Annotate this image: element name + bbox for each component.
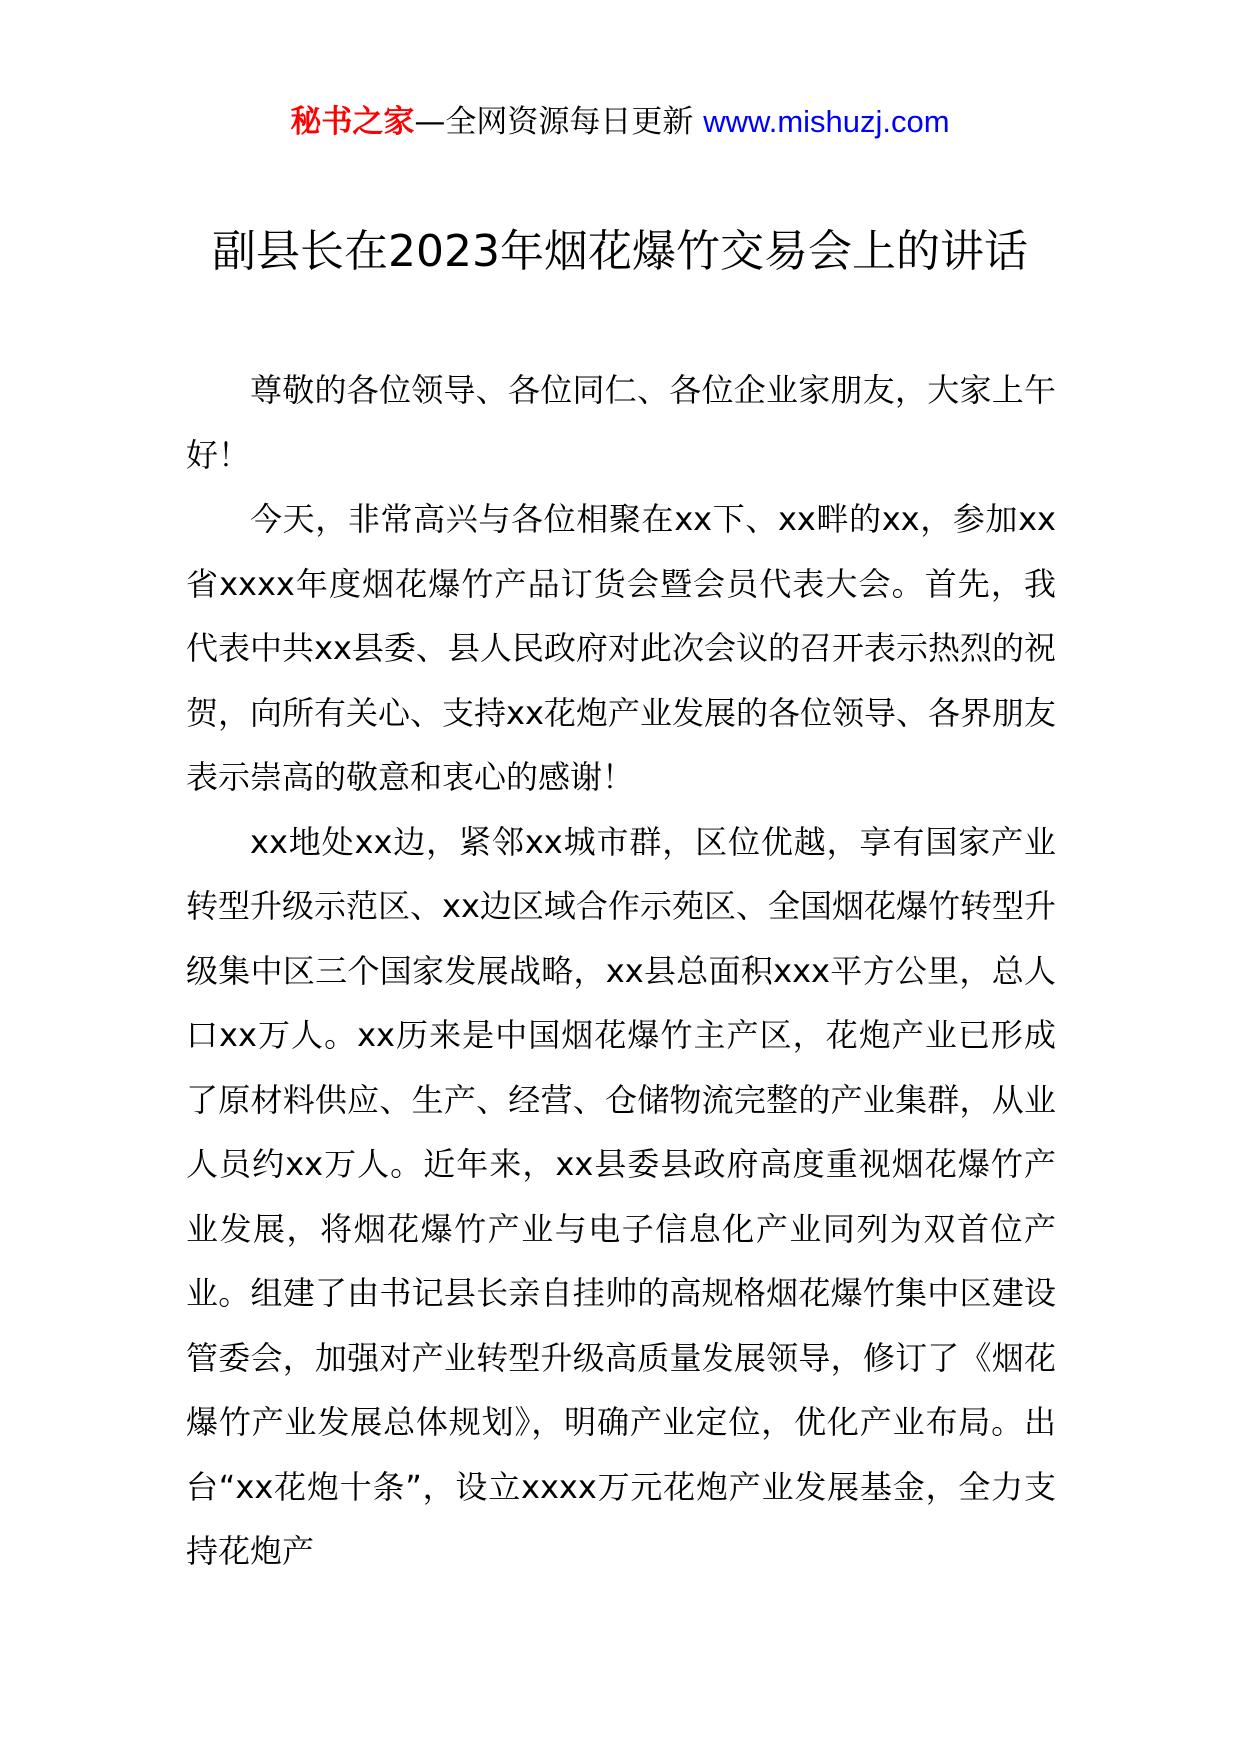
paragraph-overview: xx地处xx边，紧邻xx城市群，区位优越，享有国家产业转型升级示范区、xx边区域合作示苑区、全国烟花爆竹转型升级集中区三个国家发展战略，xx县总面积xxx平方公里，总人口xx万人。xx历来是中国烟花爆竹主产区，花炮产业已形成了原材料供应、生产、经营、仓储物流完整的产业集群，从业人员约xx万人。近年来，xx县委县政府高度重视烟花爆竹产业发展，将烟花爆竹产业与电子信息化产业同列为双首位产业。组建了由书记县长亲自挂帅的高规格烟花爆竹集中区建设管委会，加强对产业转型升级高质量发展领导，修订了《烟花爆竹产业发展总体规划》，明确产业定位，优化产业布局。出台“xx花炮十条”，设立xxxx万元花炮产业发展基金，全力支持花炮产 bbox=[186, 822, 1056, 1570]
paragraph-greeting: 尊敬的各位领导、各位同仁、各位企业家朋友，大家上午好！ bbox=[186, 371, 1056, 474]
brand-name: 秘书之家 bbox=[290, 104, 415, 140]
document-title: 副县长在2023年烟花爆竹交易会上的讲话 bbox=[212, 226, 1028, 277]
paragraph-welcome: 今天，非常高兴与各位相聚在xx下、xx畔的xx，参加xx省xxxx年度烟花爆竹产品订货会暨会员代表大会。首先，我代表中共xx县委、县人民政府对此次会议的召开表示热烈的祝贺，向所有关心、支持xx花炮产业发展的各位领导、各界朋友表示崇高的敬意和衷心的感谢！ bbox=[186, 500, 1056, 796]
header-slogan: —全网资源每日更新 bbox=[414, 104, 704, 140]
site-header bbox=[0, 100, 1240, 144]
document-body bbox=[186, 358, 1056, 1584]
site-url-link[interactable]: www.mishuzj.com bbox=[703, 104, 950, 139]
